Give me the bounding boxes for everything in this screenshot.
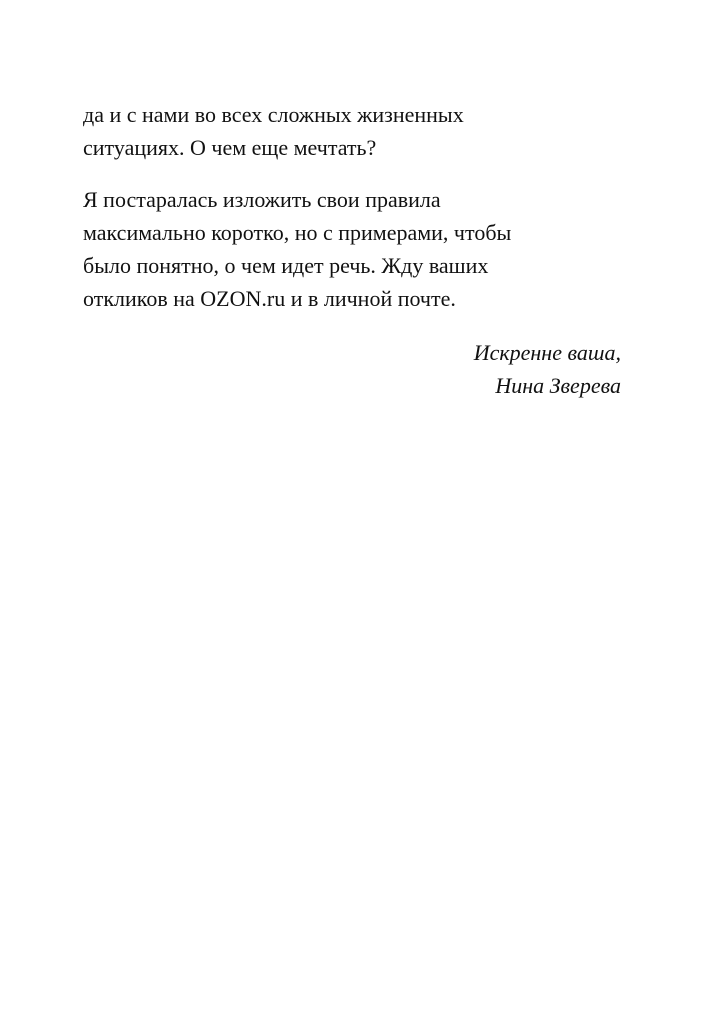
paragraph-2 [83, 183, 623, 315]
signature-block [474, 336, 621, 402]
paragraph-line: ситуациях. О чем еще мечтать? [83, 135, 377, 160]
signature-name: Нина Зверева [495, 373, 621, 398]
paragraph-1 [83, 98, 623, 164]
paragraph-line: откликов на OZON.ru и в личной почте. [83, 286, 456, 311]
paragraph-line: да и с нами во всех сложных жизненных [83, 102, 464, 127]
paragraph-line: было понятно, о чем идет речь. Жду ваших [83, 253, 489, 278]
paragraph-line: максимально коротко, но с примерами, чтобы [83, 220, 512, 245]
paragraph-line: Я постаралась изложить свои правила [83, 187, 441, 212]
signature-closing: Искренне ваша, [473, 340, 621, 365]
